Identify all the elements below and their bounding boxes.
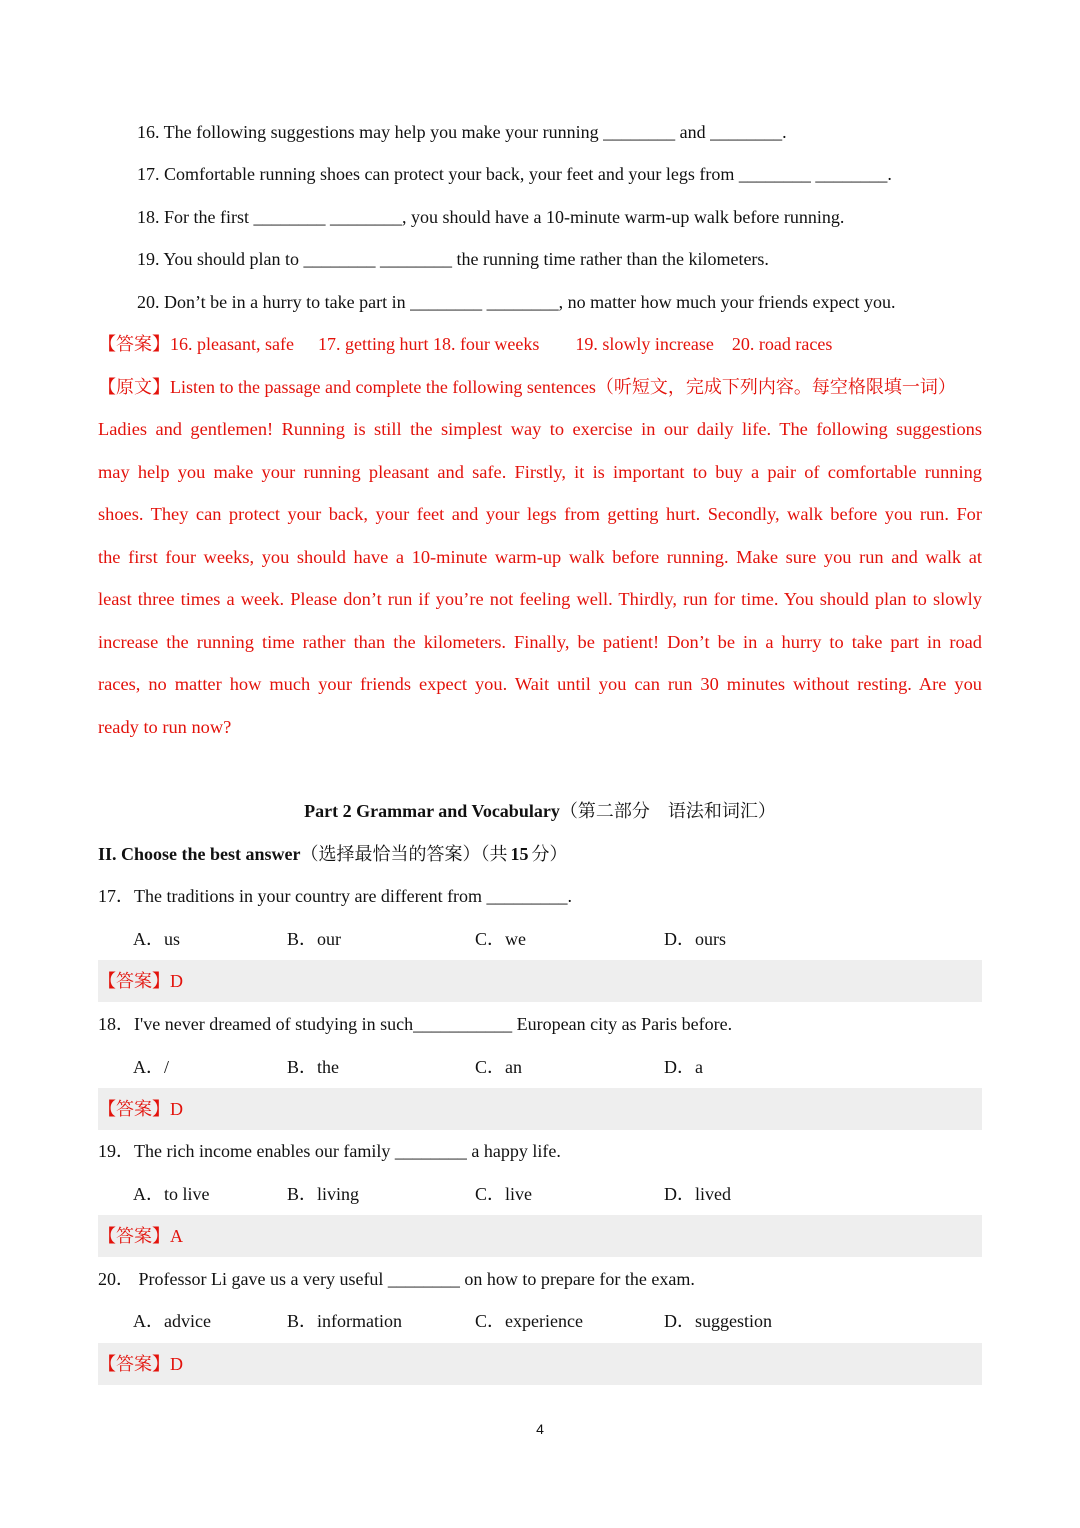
section-title-en: II. Choose the best answer xyxy=(98,844,301,864)
answer-band xyxy=(98,1215,982,1257)
option-d: D．lived xyxy=(664,1184,731,1204)
answer-band xyxy=(98,960,982,1002)
mc-answer xyxy=(98,1352,183,1376)
option-c: C．an xyxy=(475,1057,522,1077)
mc-question-stem: 20． Professor Li gave us a very useful ________ on how to prepare for the exam. xyxy=(98,1269,695,1289)
transcript-line: races, no matter how much your friends expect you. Wait until you can run 30 minutes without resting. Are you xyxy=(98,674,982,694)
mc-answer xyxy=(98,1097,183,1121)
section-points: 15 xyxy=(510,844,529,864)
transcript-line: Ladies and gentlemen! Running is still the simplest way to exercise in our daily life. The following suggestions xyxy=(98,419,982,439)
part2-title-en: Part 2 Grammar and Vocabulary xyxy=(304,801,560,821)
answer-label: 【答案】 xyxy=(98,334,170,354)
transcript-line-last: ready to run now? xyxy=(98,717,232,737)
answer-item: 16. pleasant, safe xyxy=(170,334,294,354)
option-b: B．the xyxy=(287,1057,339,1077)
mc-question-stem: 19．The rich income enables our family ________ a happy life. xyxy=(98,1141,561,1161)
answer-label: 【答案】 xyxy=(98,1099,170,1119)
page-number: 4 xyxy=(536,1421,544,1437)
transcript-instruction: Listen to the passage and complete the following sentences（听短文，完成下列内容。每空格限填一词） xyxy=(170,377,956,397)
part2-title-cn: （第二部分 语法和词汇） xyxy=(559,801,776,821)
answer-value: D xyxy=(170,1099,183,1119)
section-heading xyxy=(98,842,568,866)
answer-label: 【答案】 xyxy=(98,1354,170,1374)
answer-value: A xyxy=(170,1226,183,1246)
transcript-heading xyxy=(98,375,956,399)
option-c: C．live xyxy=(475,1184,532,1204)
answer-band xyxy=(98,1343,982,1385)
option-b: B．living xyxy=(287,1184,360,1204)
option-b: B．our xyxy=(287,929,341,949)
answer-item: 19. slowly increase xyxy=(575,334,714,354)
option-c: C．experience xyxy=(475,1311,583,1331)
option-b: B．information xyxy=(287,1311,402,1331)
section-title-cn-end: 分） xyxy=(531,844,568,864)
transcript-line: shoes. They can protect your back, your feet and your legs from getting hurt. Secondly, walk before you run. For xyxy=(98,504,982,524)
option-a: A．us xyxy=(133,929,181,949)
question-16-fill: 16. The following suggestions may help you make your running ________ and ________. xyxy=(137,122,787,142)
transcript-label: 【原文】 xyxy=(98,377,170,397)
transcript-line: may help you make your running pleasant and safe. Firstly, it is important to buy a pair of comfortable running xyxy=(98,462,982,482)
answer-item: 17. getting hurt 18. four weeks xyxy=(317,334,540,354)
transcript-line: the first four weeks, you should have a 10-minute warm-up walk before running. Make sure you run and walk at xyxy=(98,547,982,567)
answer-label: 【答案】 xyxy=(98,1226,170,1246)
section-title-cn: （选择最恰当的答案）（共 xyxy=(300,844,508,864)
question-20-fill: 20. Don’t be in a hurry to take part in ________ ________, no matter how much your friends expect you. xyxy=(137,292,896,312)
question-17-fill: 17. Comfortable running shoes can protect your back, your feet and your legs from ________ ________. xyxy=(137,164,892,184)
mc-answer xyxy=(98,969,183,993)
answer-value: D xyxy=(170,971,183,991)
option-a: A．to live xyxy=(133,1184,210,1204)
option-d: D．ours xyxy=(664,929,726,949)
option-c: C．we xyxy=(475,929,526,949)
option-a: A．advice xyxy=(133,1311,211,1331)
question-18-fill: 18. For the first ________ ________, you should have a 10-minute warm-up walk before running. xyxy=(137,207,845,227)
answer-value: D xyxy=(170,1354,183,1374)
mc-answer xyxy=(98,1224,183,1248)
mc-question-stem: 18．I've never dreamed of studying in such___________ European city as Paris before. xyxy=(98,1014,733,1034)
transcript-line: least three times a week. Please don’t run if you’re not feeling well. Thirdly, run for time. You should plan to slowly xyxy=(98,589,982,609)
option-a: A．/ xyxy=(133,1057,169,1077)
answer-label: 【答案】 xyxy=(98,971,170,991)
answer-item: 20. road races xyxy=(731,334,833,354)
option-d: D．a xyxy=(664,1057,703,1077)
listening-answer-row xyxy=(98,332,832,356)
question-19-fill: 19. You should plan to ________ ________ the running time rather than the kilometers. xyxy=(137,249,769,269)
part2-title xyxy=(0,799,1080,823)
option-d: D．suggestion xyxy=(664,1311,772,1331)
answer-band xyxy=(98,1088,982,1130)
transcript-line: increase the running time rather than the kilometers. Finally, be patient! Don’t be in a hurry to take part in road xyxy=(98,632,982,652)
mc-question-stem: 17．The traditions in your country are different from _________. xyxy=(98,886,573,906)
